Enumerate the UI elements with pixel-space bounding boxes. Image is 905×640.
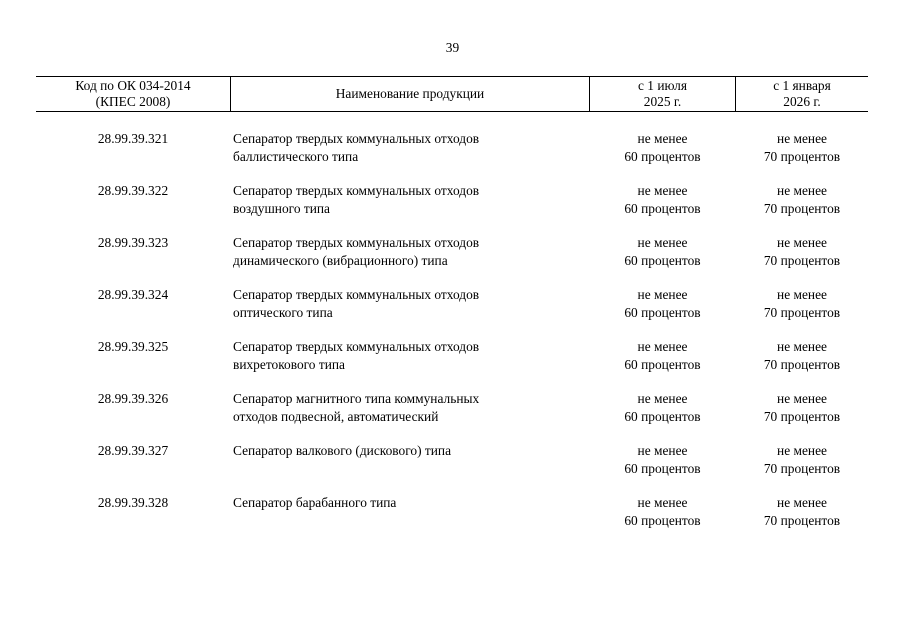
row-value-2026-line2: 70 процентов	[763, 408, 841, 424]
header-name	[231, 77, 589, 111]
header-bottom-rule	[36, 111, 868, 112]
row-name	[233, 390, 588, 425]
row-value-2025-line1: не менее	[637, 235, 688, 250]
row-value-2026-line1: не менее	[777, 183, 827, 198]
row-value-2026	[736, 494, 868, 529]
row-name-line1: Сепаратор твердых коммунальных отходов	[233, 183, 480, 198]
row-value-2026-line2: 70 процентов	[763, 200, 841, 216]
row-value-2026-line1: не менее	[777, 443, 827, 458]
row-value-2025	[590, 182, 735, 217]
row-value-2025	[590, 338, 735, 373]
header-code-line1: Код по ОК 034-2014	[75, 77, 191, 93]
row-value-2025-line1: не менее	[637, 131, 688, 146]
row-code: 28.99.39.328	[97, 495, 169, 510]
row-name-line1: Сепаратор твердых коммунальных отходов	[233, 235, 480, 250]
row-name-line1: Сепаратор барабанного типа	[233, 495, 397, 510]
table-row	[0, 182, 905, 234]
row-name-line1: Сепаратор твердых коммунальных отходов	[233, 131, 480, 146]
row-value-2025-line2: 60 процентов	[624, 408, 701, 424]
row-name-line1: Сепаратор твердых коммунальных отходов	[233, 339, 480, 354]
row-value-2025-line2: 60 процентов	[624, 460, 701, 476]
row-value-2025-line2: 60 процентов	[624, 512, 701, 528]
row-value-2026	[736, 390, 868, 425]
row-value-2025	[590, 286, 735, 321]
row-value-2025-line1: не менее	[637, 443, 688, 458]
row-value-2025-line1: не менее	[637, 391, 688, 406]
table-row	[0, 338, 905, 390]
row-value-2026-line2: 70 процентов	[763, 148, 841, 164]
row-value-2026-line1: не менее	[777, 235, 827, 250]
header-code	[36, 77, 230, 111]
header-july-line2: 2025 г.	[643, 94, 682, 109]
row-value-2025-line2: 60 процентов	[624, 200, 701, 216]
row-value-2025	[590, 390, 735, 425]
row-value-2026-line2: 70 процентов	[763, 304, 841, 320]
row-name-line2: вихретокового типа	[233, 356, 345, 372]
header-jan-line1: с 1 января	[773, 77, 831, 93]
row-code: 28.99.39.324	[97, 287, 169, 302]
header-jan-line2: 2026 г.	[783, 94, 821, 109]
row-name-line1: Сепаратор валкового (дискового) типа	[233, 443, 452, 458]
row-value-2025-line1: не менее	[637, 495, 688, 510]
row-value-2026-line2: 70 процентов	[763, 252, 841, 268]
table-row	[0, 494, 905, 546]
row-name-line2: оптического типа	[233, 304, 333, 320]
row-code: 28.99.39.327	[97, 443, 169, 458]
header-from-july-2025	[590, 77, 735, 111]
row-name-line1: Сепаратор магнитного типа коммунальных	[233, 391, 480, 406]
header-july-line1: с 1 июля	[637, 77, 687, 93]
table-row	[0, 234, 905, 286]
row-name-line1: Сепаратор твердых коммунальных отходов	[233, 287, 480, 302]
row-name-line2: баллистического типа	[233, 148, 359, 164]
row-name	[233, 130, 588, 165]
row-code: 28.99.39.326	[97, 391, 169, 406]
row-name-line2: отходов подвесной, автоматический	[233, 408, 439, 424]
table-body	[0, 130, 905, 546]
row-value-2026	[736, 442, 868, 477]
row-value-2026	[736, 234, 868, 269]
row-value-2025-line2: 60 процентов	[624, 148, 701, 164]
table-row	[0, 390, 905, 442]
row-value-2026-line1: не менее	[777, 131, 827, 146]
header-code-line2: (КПЕС 2008)	[95, 94, 171, 109]
row-code: 28.99.39.321	[97, 131, 169, 146]
table-row	[0, 130, 905, 182]
row-value-2026-line1: не менее	[777, 339, 827, 354]
row-value-2026	[736, 130, 868, 165]
row-name	[233, 338, 588, 373]
row-value-2026-line1: не менее	[777, 287, 827, 302]
row-value-2025-line2: 60 процентов	[624, 252, 701, 268]
row-value-2026-line2: 70 процентов	[763, 512, 841, 528]
row-code: 28.99.39.325	[97, 339, 169, 354]
row-name-line2: воздушного типа	[233, 200, 330, 216]
header-name-label: Наименование продукции	[335, 85, 485, 101]
row-name	[233, 234, 588, 269]
row-value-2026-line2: 70 процентов	[763, 356, 841, 372]
row-value-2026-line1: не менее	[777, 495, 827, 510]
row-value-2026	[736, 286, 868, 321]
row-value-2025-line2: 60 процентов	[624, 356, 701, 372]
row-value-2025	[590, 130, 735, 165]
row-value-2026-line2: 70 процентов	[763, 460, 841, 476]
row-name	[233, 494, 588, 512]
row-name	[233, 286, 588, 321]
row-name	[233, 182, 588, 217]
row-value-2025	[590, 494, 735, 529]
row-value-2026	[736, 182, 868, 217]
page-number: 39	[445, 40, 460, 55]
row-code: 28.99.39.322	[97, 183, 169, 198]
table-row	[0, 442, 905, 494]
row-value-2025-line2: 60 процентов	[624, 304, 701, 320]
row-value-2025-line1: не менее	[637, 339, 688, 354]
row-value-2026	[736, 338, 868, 373]
row-value-2025	[590, 234, 735, 269]
row-value-2025-line1: не менее	[637, 183, 688, 198]
row-code: 28.99.39.323	[97, 235, 169, 250]
row-name	[233, 442, 588, 460]
table-row	[0, 286, 905, 338]
row-value-2025-line1: не менее	[637, 287, 688, 302]
row-name-line2: динамического (вибрационного) типа	[233, 252, 448, 268]
header-from-january-2026	[736, 77, 868, 111]
row-value-2026-line1: не менее	[777, 391, 827, 406]
row-value-2025	[590, 442, 735, 477]
